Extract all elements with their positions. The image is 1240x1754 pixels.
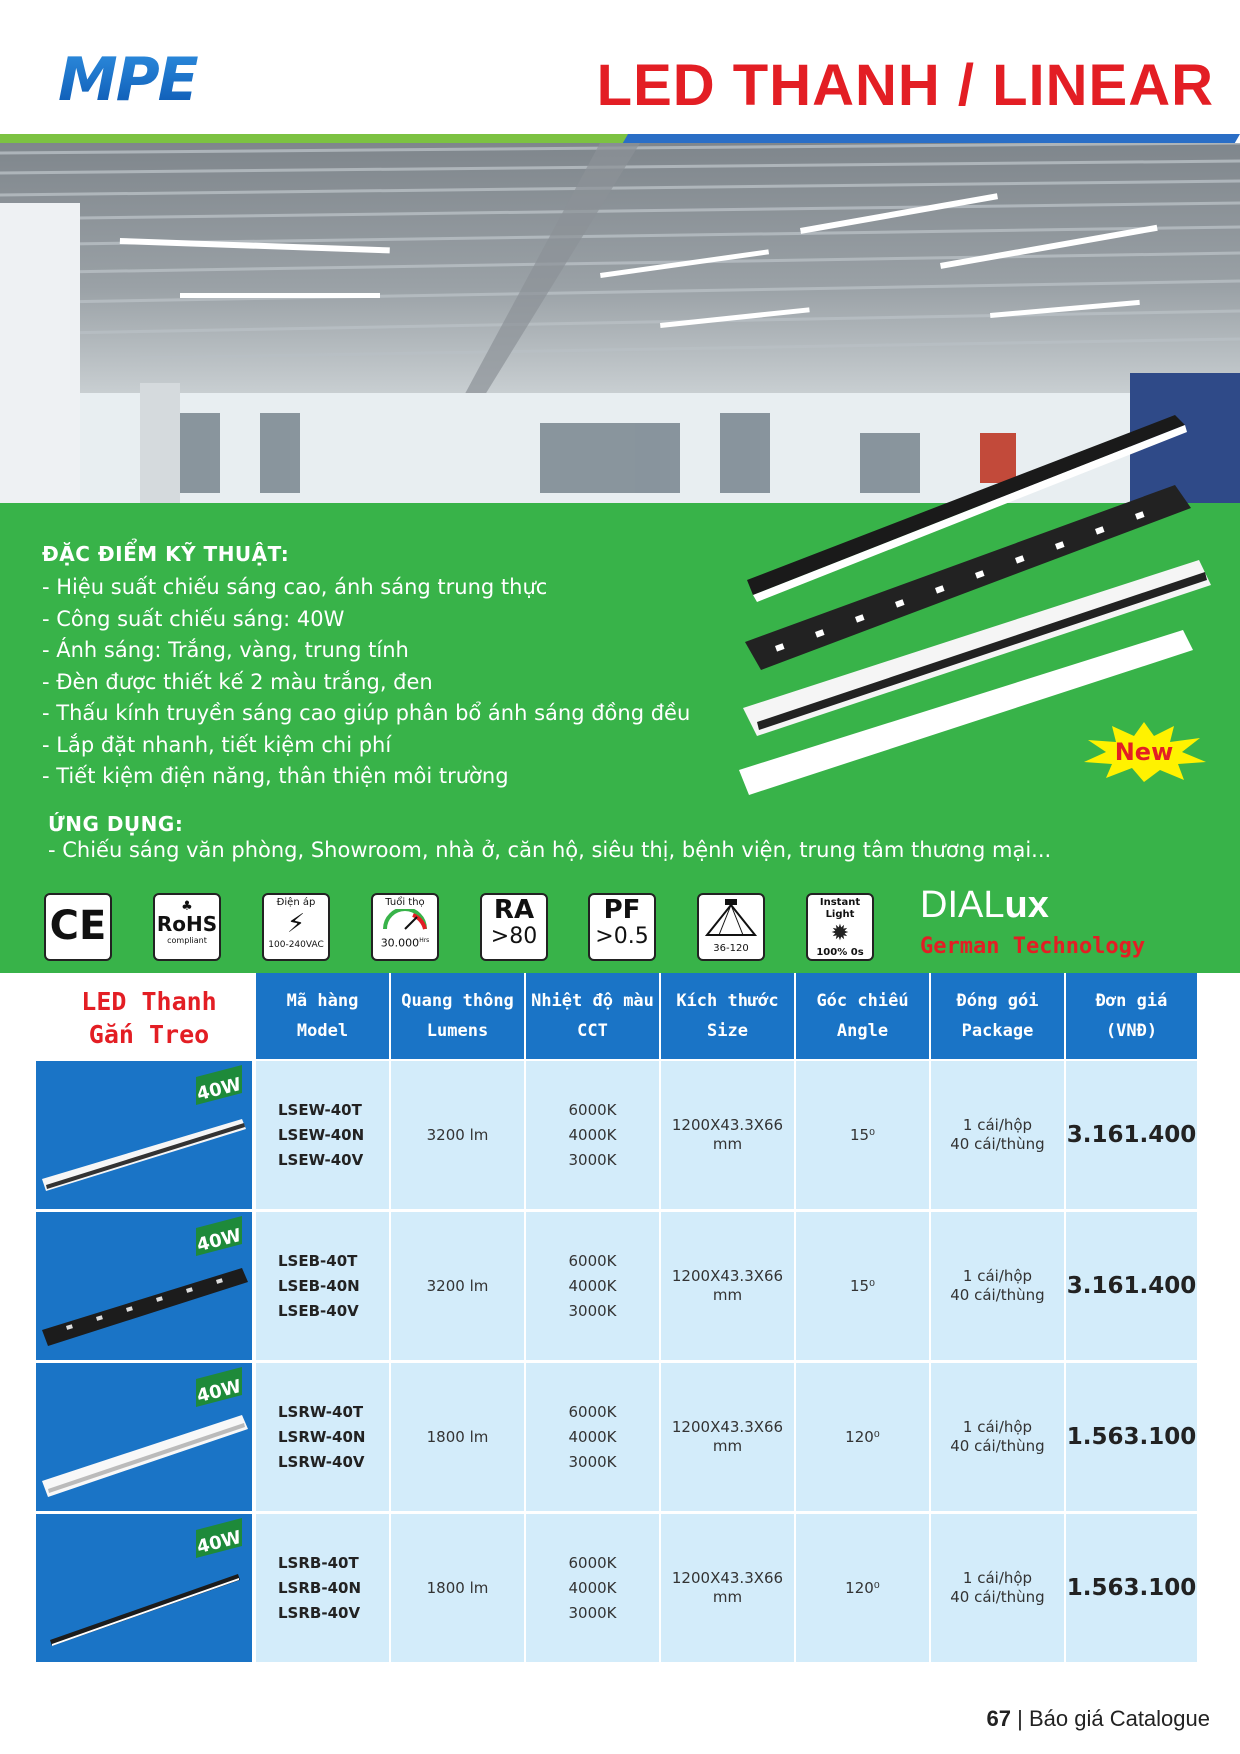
specs-heading: ĐẶC ĐIỂM KỸ THUẬT: [42, 542, 290, 566]
header-cct: Nhiệt độ màu CCT [526, 973, 659, 1059]
model-cell: LSRW-40T LSRW-40N LSRW-40V [256, 1363, 389, 1511]
table-row [36, 1514, 1197, 1662]
lifetime-icon: Tuổi thọ $30.000^{Hrs}$ [371, 893, 439, 961]
mpe-logo [56, 48, 290, 108]
application-heading: ỨNG DỤNG: [48, 812, 184, 836]
spec-item: - Hiệu suất chiếu sáng cao, ánh sáng trung thực [42, 575, 548, 599]
lumens-cell: 3200 lm [391, 1212, 524, 1360]
package-cell: 1 cái/hộp 40 cái/thùng [931, 1514, 1064, 1662]
svg-text:40W: 40W [194, 1073, 244, 1106]
wattage-badge [195, 1216, 244, 1256]
beam-angle-icon: 36-120 [697, 893, 765, 961]
ra-icon: RA >80 [480, 893, 548, 961]
model-cell: LSEW-40T LSEW-40N LSEW-40V [256, 1061, 389, 1209]
package-cell: 1 cái/hộp 40 cái/thùng [931, 1061, 1064, 1209]
footer-text: Báo giá Catalogue [1028, 1706, 1210, 1731]
header-package: Đóng gói Package [931, 973, 1064, 1059]
spec-item: - Ánh sáng: Trắng, vàng, trung tính [42, 638, 409, 662]
voltage-icon: Điện áp ⚡ 100-240VAC [262, 893, 330, 961]
price-cell: 1.563.100 [1066, 1514, 1197, 1662]
size-cell: 1200X43.3X66 mm [661, 1061, 794, 1209]
table-row [36, 1061, 1197, 1209]
logo-text: MPE [58, 48, 197, 108]
spec-item: - Công suất chiếu sáng: 40W [42, 606, 345, 631]
size-cell: 1200X43.3X66 mm [661, 1514, 794, 1662]
header-model: Mã hàng Model [256, 973, 389, 1059]
table-row [36, 1212, 1197, 1360]
lumens-cell: 3200 lm [391, 1061, 524, 1209]
angle-cell: 15⁰ [796, 1061, 929, 1209]
angle-cell: 15⁰ [796, 1212, 929, 1360]
lumens-cell: 1800 lm [391, 1514, 524, 1662]
svg-text:40W: 40W [194, 1375, 244, 1408]
dialux-logo: DIALux [920, 884, 1049, 926]
page-footer: 67 | Báo giá Catalogue [986, 1706, 1210, 1731]
model-cell: LSRB-40T LSRB-40N LSRB-40V [256, 1514, 389, 1662]
spec-item: - Thấu kính truyền sáng cao giúp phân bổ ánh sáng đồng đều [42, 701, 691, 725]
header-lumens: Quang thông Lumens [391, 973, 524, 1059]
angle-cell: 120⁰ [796, 1514, 929, 1662]
product-image [36, 1514, 252, 1662]
angle-cell: 120⁰ [796, 1363, 929, 1511]
size-cell: 1200X43.3X66 mm [661, 1363, 794, 1511]
spec-item: - Đèn được thiết kế 2 màu trắng, đen [42, 669, 433, 694]
cct-cell: 6000K 4000K 3000K [526, 1514, 659, 1662]
beam-icon [701, 895, 761, 939]
product-image [36, 1363, 252, 1511]
table-title: LED Thanh Gắn Treo [81, 987, 217, 1049]
header-stripe-blue [623, 134, 1240, 143]
cct-cell: 6000K 4000K 3000K [526, 1212, 659, 1360]
product-image [36, 1212, 252, 1360]
wattage-badge [195, 1367, 244, 1407]
wattage-badge [195, 1065, 244, 1105]
ce-icon: CE [44, 893, 112, 961]
header-stripe-green [0, 134, 640, 143]
table-row [36, 1363, 1197, 1511]
header-price: Đơn giá (VNĐ) [1066, 973, 1197, 1059]
price-cell: 3.161.400 [1066, 1061, 1197, 1209]
gauge-icon [381, 909, 429, 931]
svg-text:40W: 40W [194, 1526, 244, 1559]
package-cell: 1 cái/hộp 40 cái/thùng [931, 1363, 1064, 1511]
model-cell: LSEB-40T LSEB-40N LSEB-40V [256, 1212, 389, 1360]
specs-list [42, 572, 690, 793]
new-badge [1082, 722, 1206, 782]
price-cell: 1.563.100 [1066, 1363, 1197, 1511]
german-technology-label: German Technology [920, 934, 1146, 959]
svg-text:40W: 40W [194, 1224, 244, 1257]
rohs-icon: ♣ RoHS compliant [153, 893, 221, 961]
application-text: - Chiếu sáng văn phòng, Showroom, nhà ở, căn hộ, siêu thị, bệnh viện, trung tâm thương mại... [48, 838, 1052, 862]
cct-cell: 6000K 4000K 3000K [526, 1363, 659, 1511]
instant-light-icon: Instant Light ✹ 100% 0s [806, 893, 874, 961]
spec-item: - Lắp đặt nhanh, tiết kiệm chi phí [42, 732, 392, 757]
package-cell: 1 cái/hộp 40 cái/thùng [931, 1212, 1064, 1360]
size-cell: 1200X43.3X66 mm [661, 1212, 794, 1360]
page-number: 67 [986, 1706, 1012, 1731]
product-image [36, 1061, 252, 1209]
page-title: LED THANH / LINEAR [596, 53, 1214, 118]
header-size: Kích thước Size [661, 973, 794, 1059]
wattage-badge [195, 1518, 244, 1558]
pf-icon: PF >0.5 [588, 893, 656, 961]
spec-item: - Tiết kiệm điện năng, thân thiện môi trường [42, 764, 509, 788]
header-angle: Góc chiếu Angle [796, 973, 929, 1059]
new-badge-text: New [1114, 738, 1174, 766]
cct-cell: 6000K 4000K 3000K [526, 1061, 659, 1209]
price-cell: 3.161.400 [1066, 1212, 1197, 1360]
lumens-cell: 1800 lm [391, 1363, 524, 1511]
